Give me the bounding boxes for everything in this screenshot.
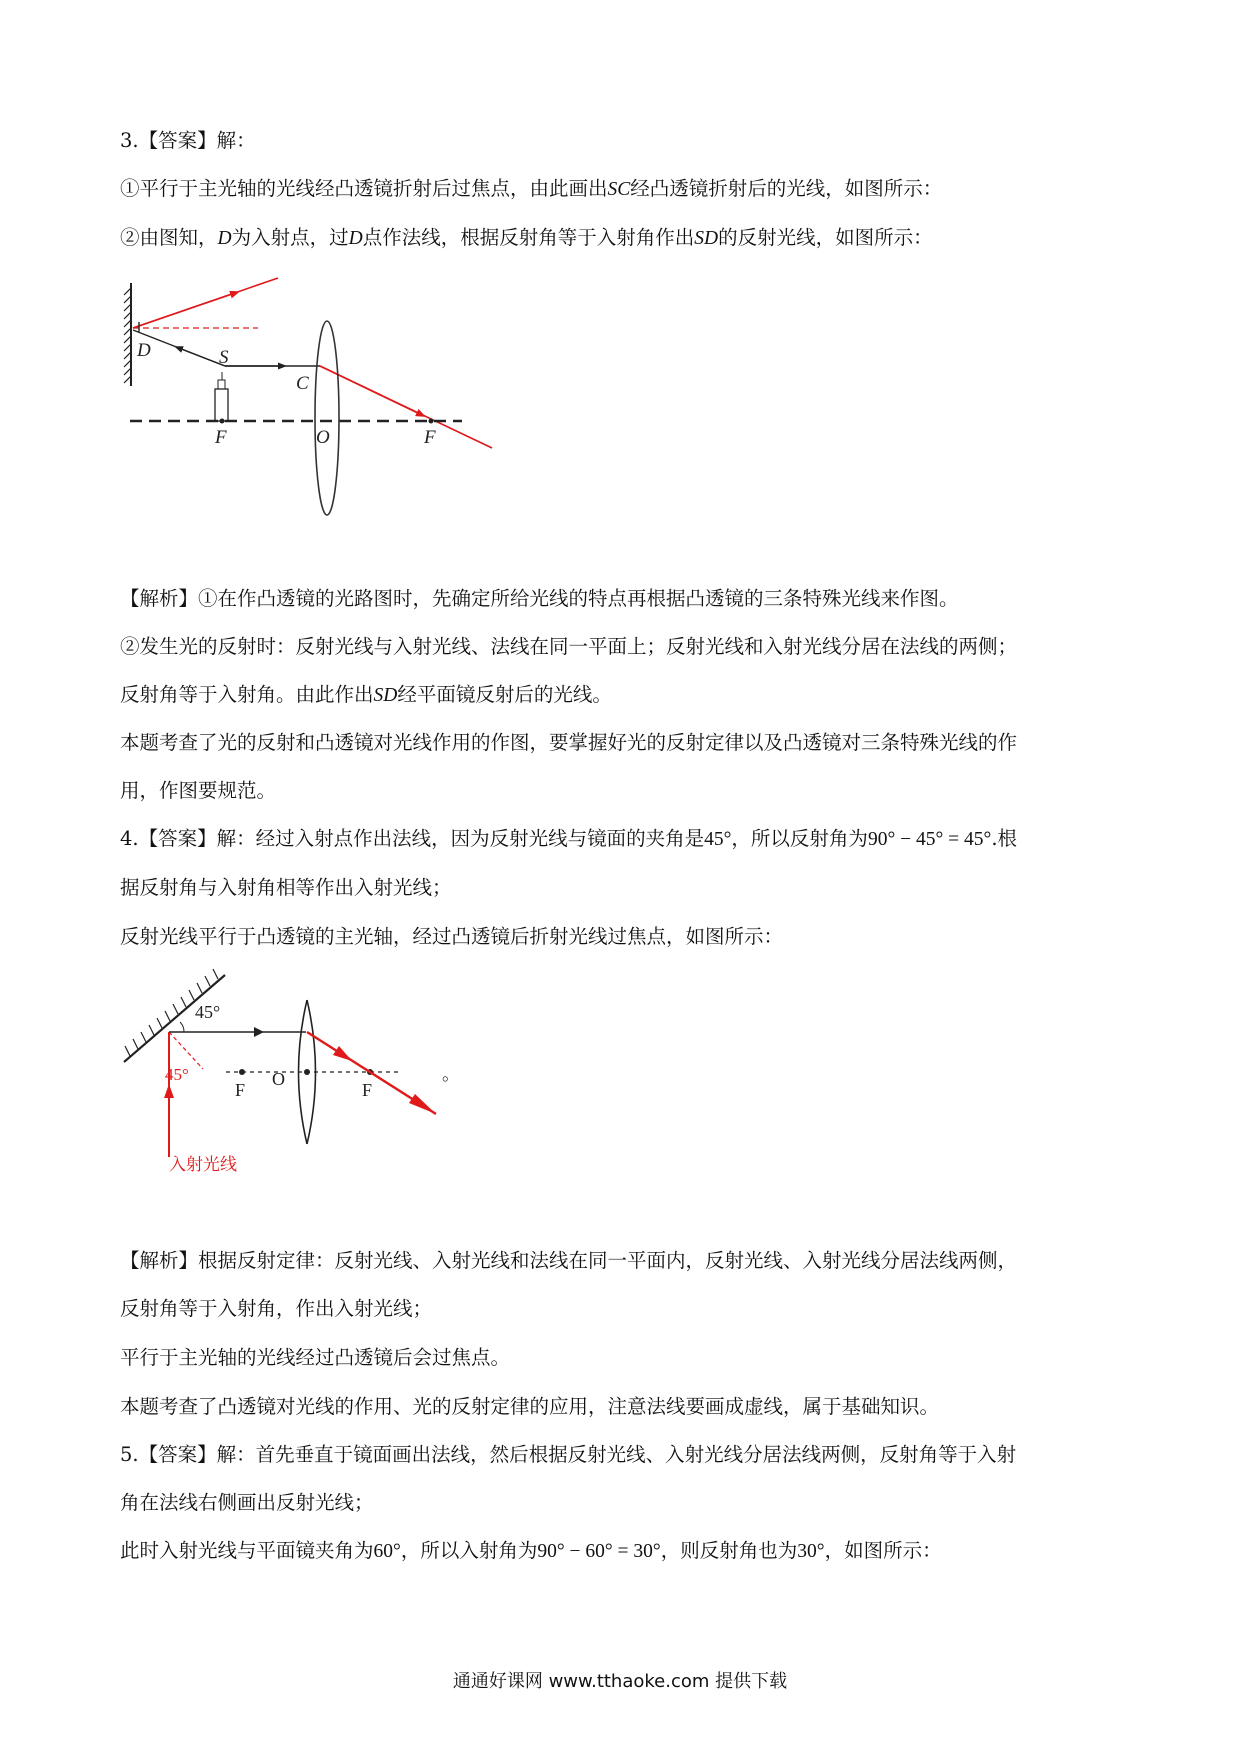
label-F-right: F [424,427,436,448]
q3-analysis-5: 用，作图要规范。 [120,779,277,802]
page-footer: 通通好课网 www.tthaoke.com 提供下载 [452,1671,788,1692]
q5-answer-line-2: 角在法线右侧画出反射光线； [120,1491,374,1514]
q4-analysis-4: 本题考查了凸透镜对光线的作用、光的反射定律的应用，注意法线要画成虚线，属于基础知识。 [120,1395,940,1418]
q5-answer-line-1: 5.【答案】解：首先垂直于镜面画出法线，然后根据反射光线、入射光线分居法线两侧，反射角等于入射 [120,1443,1017,1466]
q3-answer-line-2: ②由图知，D为入射点，过D点作法线，根据反射角等于入射角作出SD的反射光线，如图所示： [120,226,933,249]
label-incident-ray: 入射光线 [169,1155,237,1175]
q4-analysis-3: 平行于主光轴的光线经过凸透镜后会过焦点。 [120,1346,511,1369]
label-angle-bottom: 45° [165,1065,189,1084]
q3-answer-line-1: ①平行于主光轴的光线经凸透镜折射后过焦点，由此画出SC经凸透镜折射后的光线，如图所示： [120,177,943,200]
label-F-left: F [235,1080,246,1100]
label-F-left: F [215,427,227,448]
figure-period: 。 [442,1064,460,1084]
q4-answer-line-3: 反射光线平行于凸透镜的主光轴，经过凸透镜后折射光线过焦点，如图所示： [120,925,784,948]
q3-analysis-3: 反射角等于入射角。由此作出SD经平面镜反射后的光线。 [120,683,612,706]
label-O: O [272,1069,285,1089]
label-D: D [137,340,151,361]
q3-heading: 3.【答案】解： [120,129,256,152]
q3-analysis-2: ②发生光的反射时：反射光线与入射光线、法线在同一平面上；反射光线和入射光线分居在法线的两侧； [120,635,1018,658]
label-S: S [219,347,229,368]
q4-answer-line-1: 4.【答案】解：经过入射点作出法线，因为反射光线与镜面的夹角是45°，所以反射角为90° − 45° = 45°.根 [120,827,1018,850]
q3-analysis-4: 本题考查了光的反射和凸透镜对光线作用的作图，要掌握好光的反射定律以及凸透镜对三条特殊光线的作 [120,731,1018,754]
q4-analysis-2: 反射角等于入射角，作出入射光线； [120,1297,433,1320]
label-angle-top: 45° [195,1002,221,1022]
q4-answer-line-2: 据反射角与入射角相等作出入射光线； [120,876,452,899]
q5-answer-line-3: 此时入射光线与平面镜夹角为60°，所以入射角为90° − 60° = 30°，则反射角也为30°，如图所示： [120,1539,942,1562]
label-O: O [316,427,330,448]
q3-analysis-1: 【解析】①在作凸透镜的光路图时，先确定所给光线的特点再根据凸透镜的三条特殊光线来作图。 [120,587,959,610]
label-F-right: F [362,1080,373,1100]
q4-analysis-1: 【解析】根据反射定律：反射光线、入射光线和法线在同一平面内，反射光线、入射光线分居法线两侧， [120,1249,1018,1272]
label-C: C [296,373,309,394]
